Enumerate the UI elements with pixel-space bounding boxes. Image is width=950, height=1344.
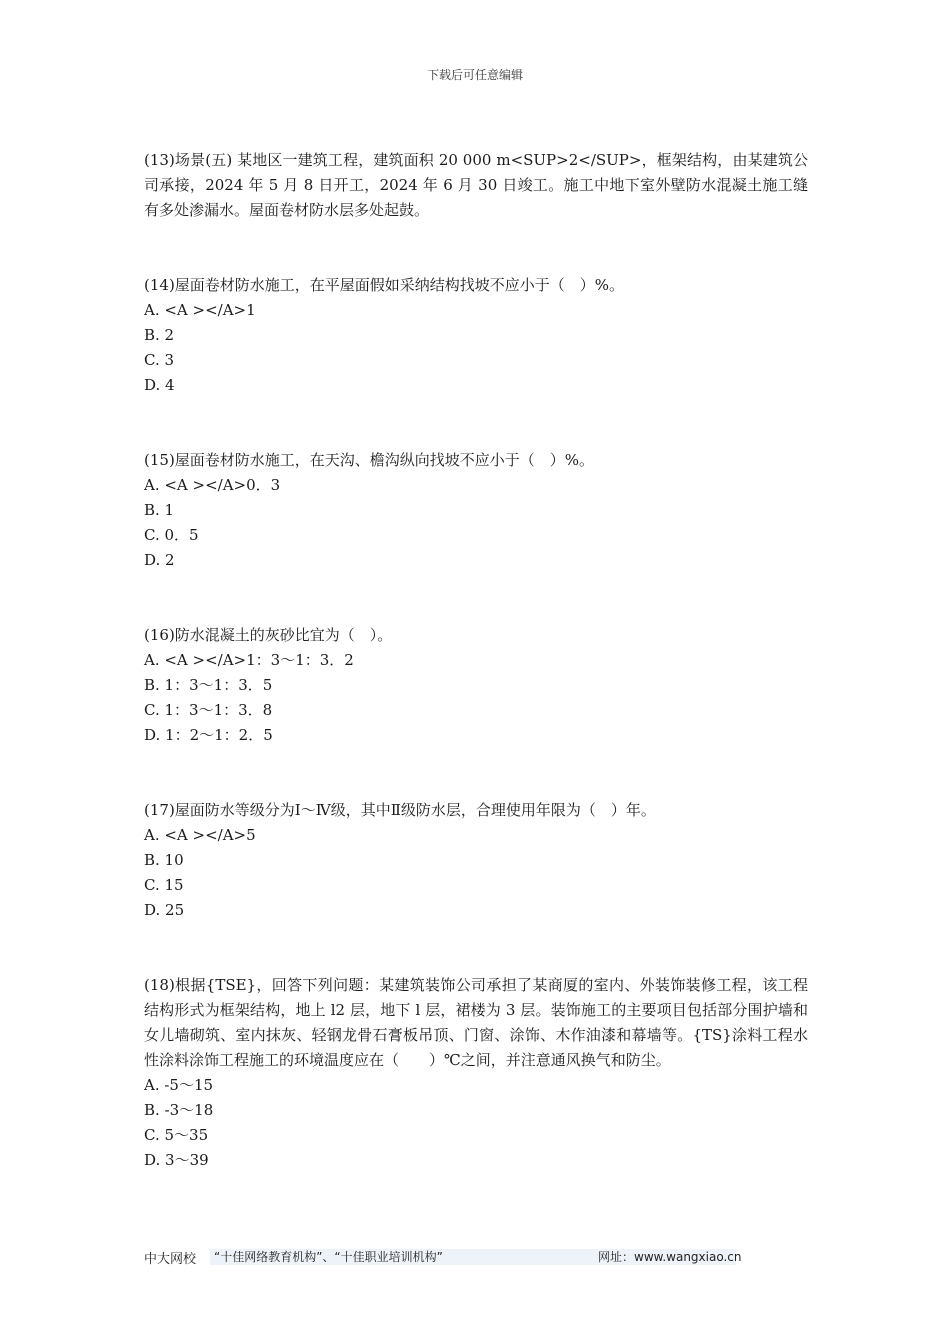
option-a: A. <A ></A>0．3: [144, 476, 281, 494]
footer-school: 中大网校: [144, 1252, 197, 1267]
option-c: C. 3: [144, 351, 175, 369]
question-15: [144, 448, 808, 573]
footer-website: 网址：www.wangxiao.cn: [598, 1250, 742, 1264]
option-d: D. 25: [144, 901, 185, 919]
question-stem: (14)屋面卷材防水施工，在平屋面假如采纳结构找坡不应小于（ ）%。: [144, 276, 625, 294]
option-b: B. 2: [144, 326, 175, 344]
option-c: C. 5～35: [144, 1126, 209, 1144]
option-c: C. 15: [144, 876, 184, 894]
option-d: D. 4: [144, 376, 175, 394]
option-b: B. 10: [144, 851, 184, 869]
option-b: B. 1：3～1：3．5: [144, 676, 273, 694]
document-body: [144, 148, 808, 1173]
option-b: B. 1: [144, 501, 175, 519]
question-stem: (18)根据{TSE}，回答下列问题：某建筑装饰公司承担了某商厦的室内、外装饰装修工程，该工程结构形式为框架结构，地上 l2 层，地下 l 层，裙楼为 3 层。装饰施工的主要项目包括部分围护墙和女儿墙砌筑、室内抹灰、轻钢龙骨石膏板吊顶、门窗、涂饰、木作油漆和幕墙等。{TS}涂料工程水性涂料涂饰工程施工的环境温度应在（ ）℃之间，并注意通风换气和防尘。: [144, 976, 808, 1069]
option-a: A. -5～15: [144, 1076, 214, 1094]
option-a: A. <A ></A>1: [144, 301, 256, 319]
option-d: D. 3～39: [144, 1151, 209, 1169]
option-b: B. -3～18: [144, 1101, 214, 1119]
question-stem: (13)场景(五) 某地区一建筑工程，建筑面积 20 000 m<SUP>2</SUP>，框架结构，由某建筑公司承接，2024 年 5 月 8 日开工，2024 年 6 月 30 日竣工。施工中地下室外壁防水混凝土施工缝有多处渗漏水。屋面卷材防水层多处起鼓。: [144, 151, 808, 219]
question-14: [144, 273, 808, 398]
option-d: D. 2: [144, 551, 175, 569]
page-header: 下载后可任意编辑: [426, 68, 523, 82]
footer-slogan: “十佳网络教育机构”、“十佳职业培训机构”: [214, 1250, 443, 1264]
question-stem: (16)防水混凝土的灰砂比宜为（ ）。: [144, 626, 393, 644]
option-a: A. <A ></A>5: [144, 826, 256, 844]
question-13: [144, 148, 808, 223]
page-footer: [144, 1248, 744, 1266]
option-c: C. 0．5: [144, 526, 199, 544]
question-18: [144, 973, 808, 1173]
question-17: [144, 798, 808, 923]
question-stem: (17)屋面防水等级分为Ⅰ～Ⅳ级，其中Ⅱ级防水层，合理使用年限为（ ）年。: [144, 801, 656, 819]
question-stem: (15)屋面卷材防水施工，在天沟、檐沟纵向找坡不应小于（ ）%。: [144, 451, 595, 469]
question-16: [144, 623, 808, 748]
option-a: A. <A ></A>1：3～1：3．2: [144, 651, 354, 669]
option-c: C. 1：3～1：3．8: [144, 701, 273, 719]
option-d: D. 1：2～1：2．5: [144, 726, 273, 744]
